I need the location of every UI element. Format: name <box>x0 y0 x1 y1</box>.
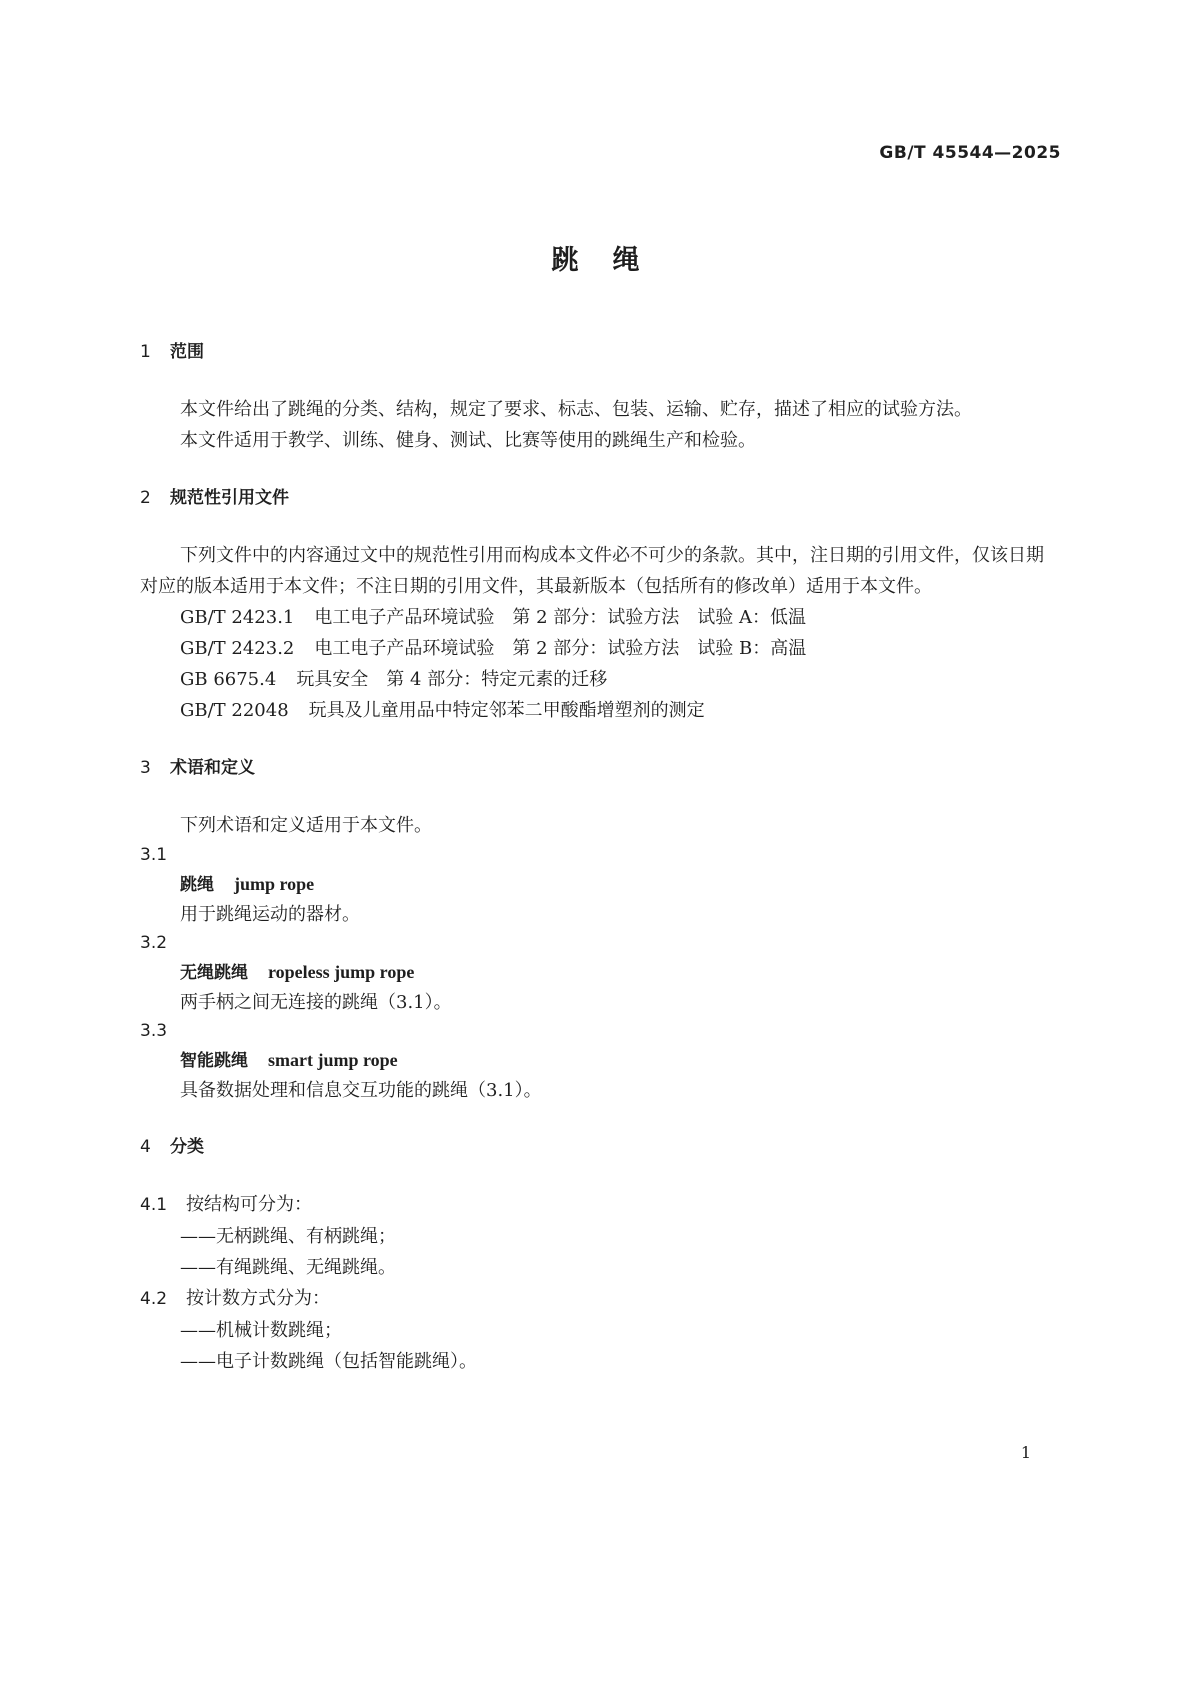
page-number: 1 <box>1020 1443 1031 1462</box>
term-name-zh: 跳绳 <box>180 875 214 895</box>
section-number: 1 <box>140 342 151 362</box>
reference-item <box>140 602 1060 633</box>
clause <box>140 1189 1060 1221</box>
section-title: 规范性引用文件 <box>170 488 289 508</box>
term-name-en: jump rope <box>234 874 315 894</box>
reference-title: 电工电子产品环境试验 第 2 部分：试验方法 试验 B：高温 <box>314 638 807 659</box>
reference-item <box>140 695 1060 726</box>
term-name-en: smart jump rope <box>268 1050 398 1070</box>
reference-code: GB/T 2423.2 <box>180 638 295 659</box>
reference-title: 玩具安全 第 4 部分：特定元素的迁移 <box>296 669 608 690</box>
term-number: 3.1 <box>140 845 168 865</box>
section-number: 3 <box>140 758 151 778</box>
paragraph: 下列术语和定义适用于本文件。 <box>180 815 432 836</box>
clause-text: 按结构可分为： <box>186 1194 312 1215</box>
term-definition: 用于跳绳运动的器材。 <box>180 904 360 925</box>
reference-item <box>140 633 1060 664</box>
term-name <box>140 958 1060 988</box>
reference-code: GB/T 22048 <box>180 700 289 721</box>
term-name <box>140 1046 1060 1076</box>
clause-number: 4.1 <box>140 1195 168 1215</box>
document-body <box>140 340 1060 1377</box>
paragraph: 本文件适用于教学、训练、健身、测试、比赛等使用的跳绳生产和检验。 <box>180 430 756 451</box>
clause-number: 4.2 <box>140 1289 168 1309</box>
paragraph: 本文件给出了跳绳的分类、结构，规定了要求、标志、包装、运输、贮存，描述了相应的试验方法。 <box>180 399 972 420</box>
reference-title: 玩具及儿童用品中特定邻苯二甲酸酯增塑剂的测定 <box>308 700 705 721</box>
section-title: 术语和定义 <box>170 758 255 778</box>
term-number: 3.3 <box>140 1021 168 1041</box>
section-heading-normative-references <box>140 486 1060 510</box>
section-number: 4 <box>140 1137 151 1157</box>
clause-text: 按计数方式分为： <box>186 1288 330 1309</box>
section-number: 2 <box>140 488 151 508</box>
reference-code: GB 6675.4 <box>180 669 277 690</box>
term-definition: 具备数据处理和信息交互功能的跳绳（3.1）。 <box>180 1080 542 1101</box>
paragraph: 下列文件中的内容通过文中的规范性引用而构成本文件必不可少的条款。其中，注日期的引用文件，仅该日期对应的版本适用于本文件；不注日期的引用文件，其最新版本（包括所有的修改单）适用于本文件。 <box>140 545 1044 597</box>
term-number: 3.2 <box>140 933 168 953</box>
standard-code: GB/T 45544—2025 <box>879 143 1061 163</box>
term-name-zh: 无绳跳绳 <box>180 963 248 983</box>
list-item: ——无柄跳绳、有柄跳绳； <box>180 1226 396 1247</box>
clause <box>140 1283 1060 1315</box>
term-name-en: ropeless jump rope <box>268 962 415 982</box>
term-name <box>140 870 1060 900</box>
section-heading-classification <box>140 1135 1060 1159</box>
section-heading-terms <box>140 756 1060 780</box>
reference-item <box>140 664 1060 695</box>
list-item: ——有绳跳绳、无绳跳绳。 <box>180 1257 396 1278</box>
reference-code: GB/T 2423.1 <box>180 607 295 628</box>
document-title: 跳绳 <box>551 245 674 276</box>
section-heading-scope <box>140 340 1060 364</box>
term-definition: 两手柄之间无连接的跳绳（3.1）。 <box>180 992 452 1013</box>
section-title: 分类 <box>170 1137 204 1157</box>
reference-title: 电工电子产品环境试验 第 2 部分：试验方法 试验 A：低温 <box>314 607 807 628</box>
list-item: ——电子计数跳绳（包括智能跳绳）。 <box>180 1351 477 1372</box>
term-name-zh: 智能跳绳 <box>180 1051 248 1071</box>
section-title: 范围 <box>170 342 204 362</box>
list-item: ——机械计数跳绳； <box>180 1320 342 1341</box>
